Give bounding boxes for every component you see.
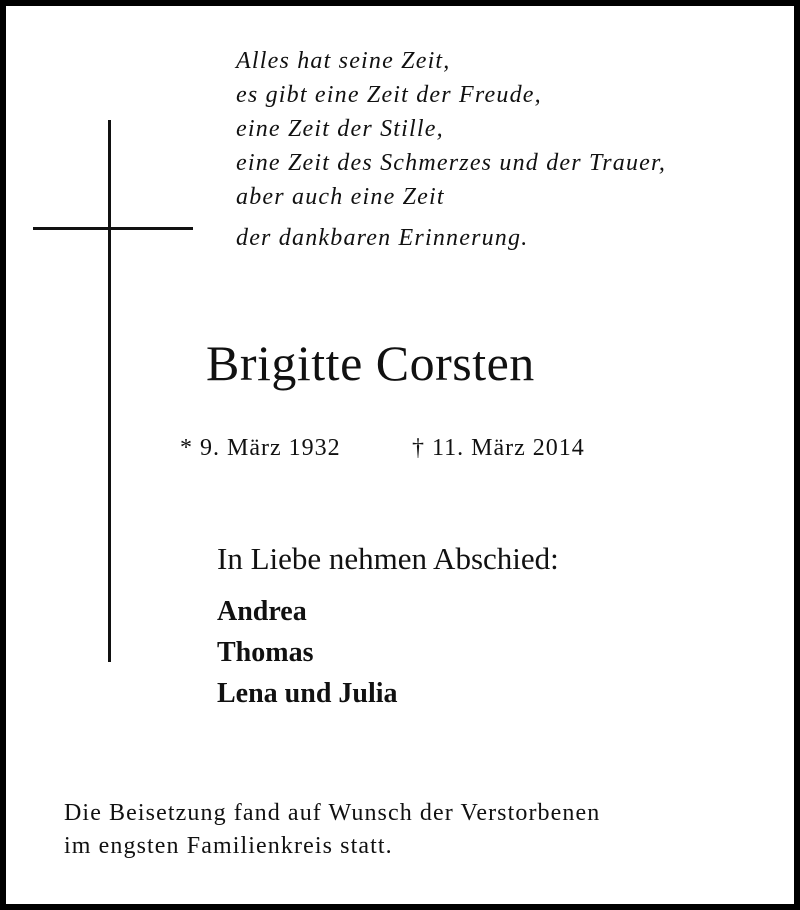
birth-date: * 9. März 1932 xyxy=(180,435,341,461)
cross-vertical-beam xyxy=(108,120,111,662)
deceased-name: Brigitte Corsten xyxy=(206,335,535,391)
burial-note-line: im engsten Familienkreis statt. xyxy=(64,833,393,859)
poem xyxy=(236,44,666,255)
cross-horizontal-beam xyxy=(33,227,193,230)
mourner-name: Andrea xyxy=(217,596,307,627)
mourner-name: Thomas xyxy=(217,637,314,668)
poem-line: es gibt eine Zeit der Freude, xyxy=(236,82,542,108)
mourners-list xyxy=(217,591,398,714)
poem-line: Alles hat seine Zeit, xyxy=(236,48,451,74)
death-date: † 11. März 2014 xyxy=(412,435,585,461)
poem-line: der dankbaren Erinnerung. xyxy=(236,225,529,251)
burial-note xyxy=(64,797,600,863)
poem-line: eine Zeit der Stille, xyxy=(236,116,444,142)
farewell-heading: In Liebe nehmen Abschied: xyxy=(217,541,559,576)
poem-line: eine Zeit des Schmerzes und der Trauer, xyxy=(236,150,667,176)
poem-line: aber auch eine Zeit xyxy=(236,184,445,210)
mourner-name: Lena und Julia xyxy=(217,678,398,709)
burial-note-line: Die Beisetzung fand auf Wunsch der Verstorbenen xyxy=(64,800,601,826)
